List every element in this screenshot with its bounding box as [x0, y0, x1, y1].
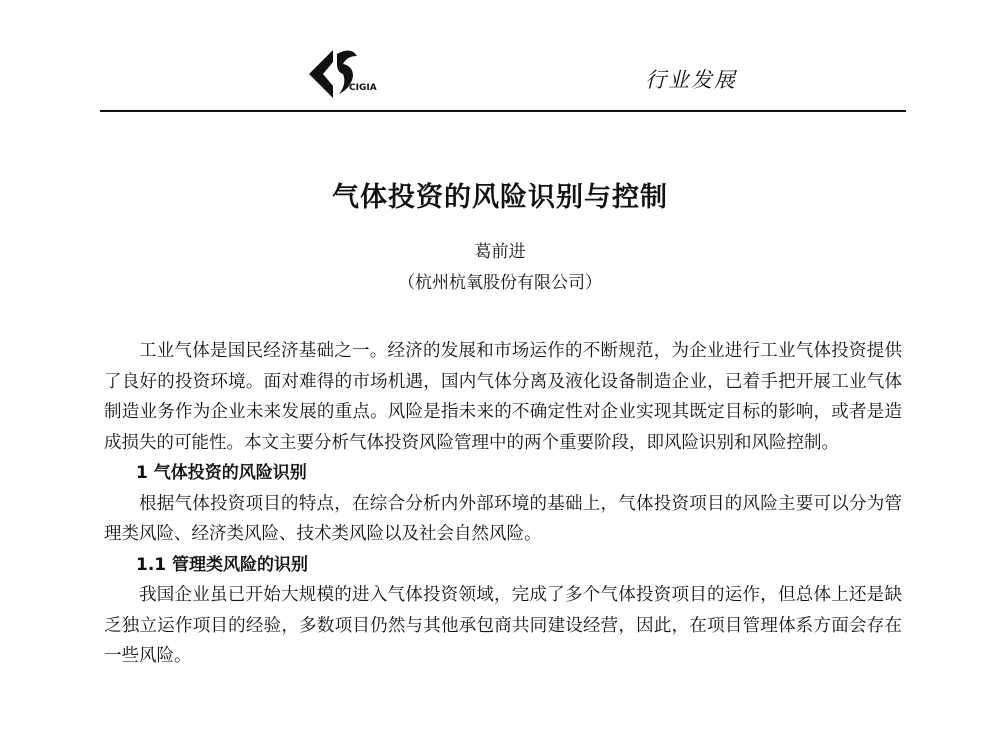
section-1-1-heading: 1.1 管理类风险的识别 — [136, 554, 309, 575]
intro-paragraph: 工业气体是国民经济基础之一。经济的发展和市场运作的不断规范，为企业进行工业气体投资提供了良好的投资环境。面对难得的市场机遇，国内气体分离及液化设备制造企业，已着手把开展工业气体制造业务作为企业未来发展的重点。风险是指未来的不确定性对企业实现其既定目标的影响，或者是造成损失的可能性。本文主要分析气体投资风险管理中的两个重要阶段，即风险识别和风险控制。 — [104, 341, 902, 453]
author-name: 葛前进 — [474, 242, 526, 262]
cigia-logo-icon — [303, 44, 387, 102]
section-label: 行业发展 — [645, 68, 737, 92]
header-rule — [100, 110, 906, 112]
author-affiliation: （杭州杭氧股份有限公司） — [398, 273, 602, 293]
article-body — [104, 336, 902, 672]
section-1-1-paragraph: 我国企业虽已开始大规模的进入气体投资领域，完成了多个气体投资项目的运作，但总体上还是缺乏独立运作项目的经验，多数项目仍然与其他承包商共同建设经营，因此，在项目管理体系方面会存在一些风险。 — [104, 585, 902, 666]
logo-text: CIGIA — [349, 83, 377, 93]
article-title: 气体投资的风险识别与控制 — [332, 182, 668, 213]
section-1-heading: 1 气体投资的风险识别 — [136, 463, 307, 483]
section-1-paragraph: 根据气体投资项目的特点，在综合分析内外部环境的基础上，气体投资项目的风险主要可以分为管理类风险、经济类风险、技术类风险以及社会自然风险。 — [104, 493, 902, 544]
page-header — [100, 38, 906, 114]
